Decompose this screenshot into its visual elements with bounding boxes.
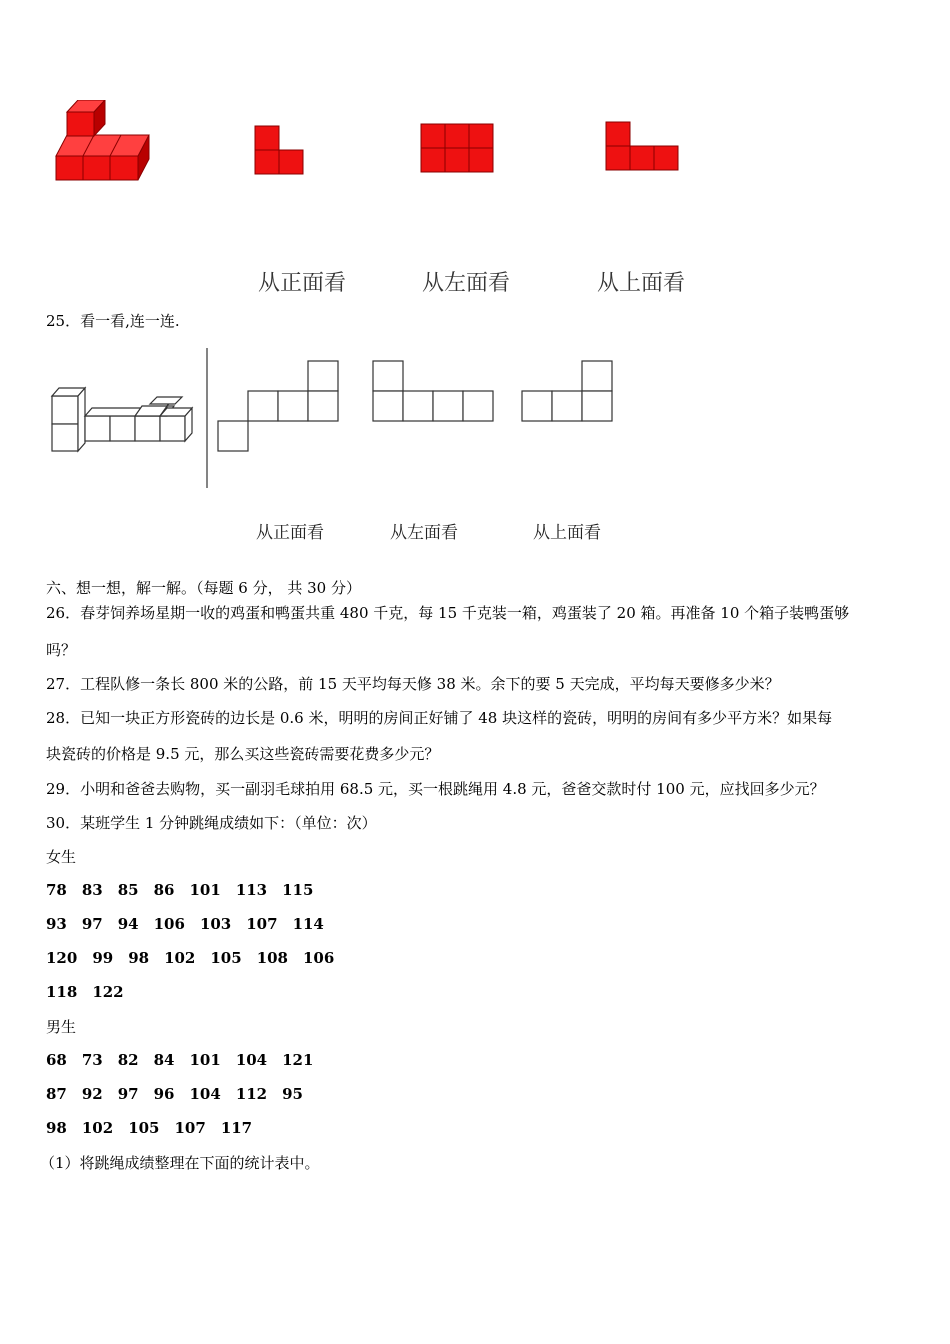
score-value: 115 (282, 881, 314, 899)
score-value: 105 (128, 1119, 160, 1137)
q30-girls-label: 女生 (46, 848, 77, 866)
q27-line1: 27．工程队修一条长 800 米的公路，前 15 天平均每天修 38 米。余下的要 5 天完成，平均每天要修多少米？ (46, 675, 780, 693)
boys-row-3 (46, 1119, 267, 1137)
section6-heading: 六、想一想，解一解。（每题 6 分， 共 30 分） (46, 579, 361, 597)
score-value: 106 (153, 915, 185, 933)
score-value: 97 (117, 1085, 139, 1103)
score-value: 92 (81, 1085, 103, 1103)
q25-title: 25．看一看,连一连. (46, 312, 180, 330)
score-value: 68 (46, 1051, 67, 1069)
score-value: 113 (235, 881, 268, 899)
q28-line1: 28．已知一块正方形瓷砖的边长是 0.6 米，明明的房间正好铺了 48 块这样的瓷砖，明明的房间有多少平方米？如果每 (46, 709, 833, 727)
q25-3d-solid (52, 388, 192, 451)
top-view-label-left: 从左面看 (422, 271, 511, 296)
score-value: 112 (235, 1085, 268, 1103)
q25-front-view (218, 361, 338, 451)
score-value: 122 (92, 983, 124, 1001)
score-value: 102 (81, 1119, 114, 1137)
girls-row-4 (46, 983, 139, 1001)
score-value: 118 (46, 983, 78, 1001)
q30-boys-label: 男生 (46, 1018, 77, 1036)
score-value: 78 (46, 881, 67, 899)
q25-top-view (522, 361, 612, 421)
score-value: 101 (189, 1051, 221, 1069)
q26-line2: 吗？ (46, 641, 77, 659)
top-view-label-top: 从上面看 (597, 271, 686, 296)
score-value: 98 (128, 949, 150, 967)
score-value: 87 (46, 1085, 67, 1103)
score-value: 86 (153, 881, 175, 899)
score-value: 84 (153, 1051, 175, 1069)
q25-label-top: 从上面看 (533, 523, 601, 543)
score-value: 97 (81, 915, 103, 933)
left-view-shape (421, 124, 493, 172)
front-view-shape (255, 126, 303, 174)
score-value: 99 (92, 949, 114, 967)
q25-label-front: 从正面看 (256, 523, 324, 543)
girls-row-1 (46, 881, 328, 899)
red-cube-figure (40, 100, 720, 190)
boys-row-1 (46, 1051, 328, 1069)
score-value: 101 (189, 881, 221, 899)
q26-line1: 26．春芽饲养场星期一收的鸡蛋和鸭蛋共重 480 千克，每 15 千克装一箱，鸡蛋装了 20 箱。再准备 10 个箱子装鸭蛋够 (46, 604, 850, 622)
score-value: 83 (81, 881, 103, 899)
score-value: 102 (164, 949, 196, 967)
score-value: 121 (282, 1051, 314, 1069)
score-value: 108 (256, 949, 288, 967)
q25-figure (40, 340, 640, 495)
score-value: 85 (117, 881, 139, 899)
score-value: 93 (46, 915, 67, 933)
q28-line2: 块瓷砖的价格是 9.5 元，那么买这些瓷砖需要花费多少元？ (46, 745, 440, 763)
score-value: 104 (235, 1051, 268, 1069)
score-value: 73 (81, 1051, 103, 1069)
score-value: 106 (303, 949, 335, 967)
score-value: 95 (282, 1085, 303, 1103)
score-value: 96 (153, 1085, 175, 1103)
red-3d-solid (56, 100, 149, 180)
score-value: 105 (210, 949, 242, 967)
score-value: 98 (46, 1119, 67, 1137)
score-value: 114 (292, 915, 324, 933)
score-value: 94 (117, 915, 139, 933)
q30-line1: 30．某班学生 1 分钟跳绳成绩如下：（单位：次） (46, 814, 377, 832)
score-value: 107 (174, 1119, 206, 1137)
top-view-shape (606, 122, 678, 170)
q25-left-view (373, 361, 493, 421)
q25-label-left: 从左面看 (390, 523, 458, 543)
q30-sub1: （1）将跳绳成绩整理在下面的统计表中。 (40, 1154, 320, 1172)
score-value: 107 (246, 915, 278, 933)
top-view-label-front: 从正面看 (258, 271, 347, 296)
score-value: 120 (46, 949, 78, 967)
girls-row-2 (46, 915, 339, 933)
girls-row-3 (46, 949, 349, 967)
score-value: 82 (117, 1051, 139, 1069)
score-value: 104 (189, 1085, 221, 1103)
score-value: 103 (199, 915, 232, 933)
q29-line1: 29．小明和爸爸去购物，买一副羽毛球拍用 68.5 元，买一根跳绳用 4.8 元，爸爸交款时付 100 元，应找回多少元？ (46, 780, 825, 798)
score-value: 117 (220, 1119, 253, 1137)
boys-row-2 (46, 1085, 318, 1103)
